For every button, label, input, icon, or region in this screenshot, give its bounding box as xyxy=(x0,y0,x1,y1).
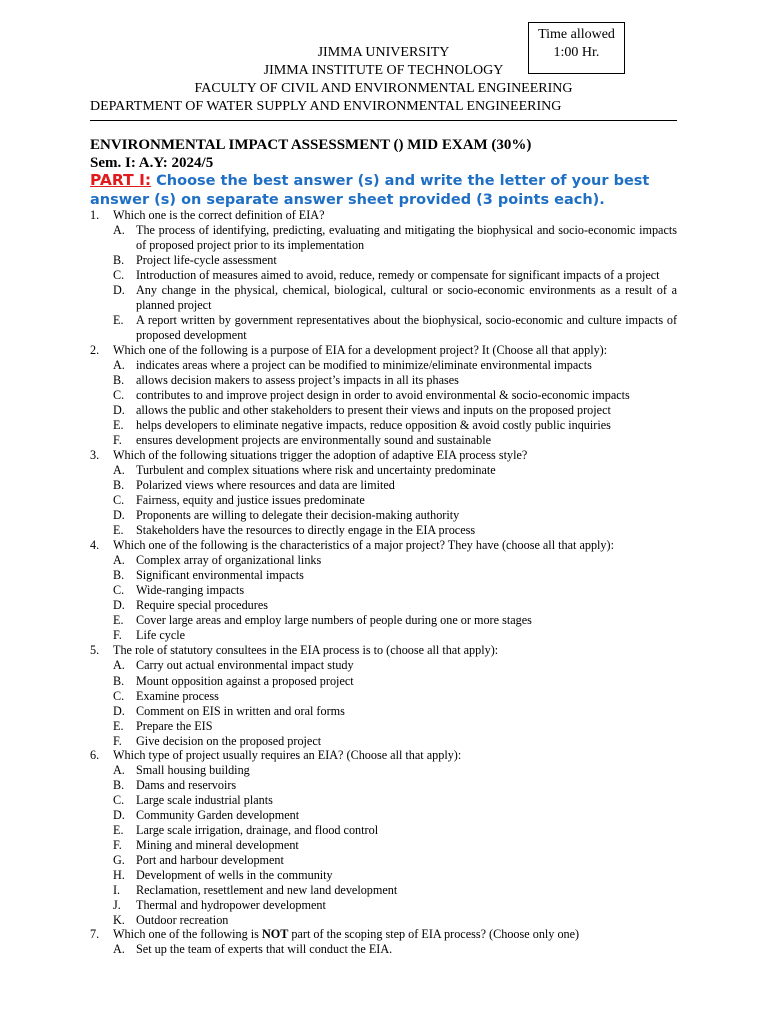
option-text: helps developers to eliminate negative impacts, reduce opposition & avoid costly public inquiries xyxy=(136,418,611,432)
option-item xyxy=(0,883,768,898)
option-letter: C. xyxy=(113,493,125,507)
option-letter: E. xyxy=(113,719,124,733)
option-text: The process of identifying, predicting, evaluating and mitigating the biophysical and socio-economic impacts of proposed project prior to its implementation xyxy=(136,223,677,252)
option-item xyxy=(0,478,768,493)
option-text: Port and harbour development xyxy=(136,853,284,867)
option-item xyxy=(0,358,768,373)
option-text: Reclamation, resettlement and new land development xyxy=(136,883,398,897)
option-text: Require special procedures xyxy=(136,598,268,612)
option-letter: B. xyxy=(113,478,125,492)
option-letter: E. xyxy=(113,823,124,837)
option-text: Community Garden development xyxy=(136,808,300,822)
option-text: Thermal and hydropower development xyxy=(136,898,326,912)
option-text: Cover large areas and employ large numbers of people during one or more stages xyxy=(136,613,532,627)
option-text: Mount opposition against a proposed project xyxy=(136,674,354,688)
option-item xyxy=(0,403,768,418)
option-letter: J. xyxy=(113,898,121,912)
semester-line: Sem. I: A.Y: 2024/5 xyxy=(90,155,214,171)
question-4-options xyxy=(0,553,768,643)
part-instruction xyxy=(90,171,685,210)
option-item xyxy=(0,734,768,749)
option-item xyxy=(0,433,768,448)
option-letter: B. xyxy=(113,674,125,688)
faculty-name: FACULTY OF CIVIL AND ENVIRONMENTAL ENGINEERING xyxy=(194,81,573,96)
option-letter: A. xyxy=(113,223,125,237)
question-3-options xyxy=(0,463,768,538)
option-item xyxy=(0,418,768,433)
time-allowed-value: 1:00 Hr. xyxy=(553,45,600,60)
option-item xyxy=(0,719,768,734)
question-text: The role of statutory consultees in the EIA process is to (choose all that apply): xyxy=(113,643,499,657)
option-text: Mining and mineral development xyxy=(136,838,299,852)
part-label: PART I: xyxy=(90,171,152,189)
option-letter: C. xyxy=(113,689,125,703)
option-letter: D. xyxy=(113,508,125,522)
institute-name: JIMMA INSTITUTE OF TECHNOLOGY xyxy=(263,63,504,78)
option-item xyxy=(0,853,768,868)
question-6-options xyxy=(0,763,768,928)
option-item xyxy=(0,568,768,583)
question-text: Which one of the following is a purpose of EIA for a development project? It (Choose all that apply): xyxy=(113,343,608,357)
option-item xyxy=(0,268,768,283)
option-text: Prepare the EIS xyxy=(136,719,213,733)
question-text: Which of the following situations trigger the adoption of adaptive EIA process style? xyxy=(113,448,528,462)
option-item xyxy=(0,838,768,853)
option-text: Give decision on the proposed project xyxy=(136,734,322,748)
question-number: 4. xyxy=(90,538,100,552)
option-text: Any change in the physical, chemical, biological, cultural or socio-economic environments as a result of a planned project xyxy=(136,283,677,312)
option-item xyxy=(0,373,768,388)
option-item xyxy=(0,778,768,793)
option-letter: B. xyxy=(113,253,125,267)
question-number: 7. xyxy=(90,927,100,941)
option-item xyxy=(0,674,768,689)
option-text: Stakeholders have the resources to directly engage in the EIA process xyxy=(136,523,476,537)
option-text: Fairness, equity and justice issues predominate xyxy=(136,493,365,507)
question-number: 2. xyxy=(90,343,100,357)
option-letter: D. xyxy=(113,704,125,718)
question-text-part: Which one of the following is xyxy=(113,927,262,941)
option-text: contributes to and improve project design in order to avoid environmental & socio-economic impacts xyxy=(136,388,630,402)
option-letter: F. xyxy=(113,734,122,748)
question-number: 5. xyxy=(90,643,100,657)
option-letter: F. xyxy=(113,433,122,447)
option-letter: A. xyxy=(113,358,125,372)
question-2-options xyxy=(0,358,768,448)
option-item xyxy=(0,913,768,928)
option-text: Life cycle xyxy=(136,628,186,642)
option-text: Complex array of organizational links xyxy=(136,553,322,567)
option-item xyxy=(0,658,768,673)
option-item xyxy=(0,898,768,913)
option-text: Proponents are willing to delegate their decision-making authority xyxy=(136,508,460,522)
question-text-emphasis: NOT xyxy=(261,927,289,941)
option-letter: G. xyxy=(113,853,125,867)
option-text: Large scale industrial plants xyxy=(136,793,273,807)
option-text: Significant environmental impacts xyxy=(136,568,304,582)
option-text: Examine process xyxy=(136,689,219,703)
option-item xyxy=(0,463,768,478)
option-letter: F. xyxy=(113,628,122,642)
option-item xyxy=(0,223,768,253)
question-text-part: part of the scoping step of EIA process? (Choose only one) xyxy=(288,927,580,941)
question-number: 6. xyxy=(90,748,100,762)
question-text: Which one is the correct definition of EIA? xyxy=(113,208,325,222)
option-letter: B. xyxy=(113,373,125,387)
option-item xyxy=(0,253,768,268)
option-item xyxy=(0,313,768,343)
option-item xyxy=(0,704,768,719)
option-text: Small housing building xyxy=(136,763,250,777)
option-letter: E. xyxy=(113,313,124,327)
option-letter: D. xyxy=(113,598,125,612)
option-letter: C. xyxy=(113,268,125,282)
option-text: Dams and reservoirs xyxy=(136,778,237,792)
option-text: A report written by government representatives about the biophysical, socio-economic and culture impacts of proposed development xyxy=(136,313,677,342)
option-text: Project life-cycle assessment xyxy=(136,253,277,267)
option-text: ensures development projects are environmentally sound and sustainable xyxy=(136,433,492,447)
option-letter: C. xyxy=(113,583,125,597)
question-text xyxy=(113,927,677,942)
question-7-options xyxy=(0,942,768,957)
option-letter: K. xyxy=(113,913,125,927)
option-letter: D. xyxy=(113,403,125,417)
time-allowed-label: Time allowed xyxy=(538,27,615,42)
option-text: Carry out actual environmental impact study xyxy=(136,658,354,672)
option-text: Polarized views where resources and data are limited xyxy=(136,478,395,492)
department-name: DEPARTMENT OF WATER SUPPLY AND ENVIRONMENTAL ENGINEERING xyxy=(90,99,562,114)
question-text: Which one of the following is the characteristics of a major project? They have (choose all that apply): xyxy=(113,538,614,552)
question-1-options xyxy=(0,223,768,343)
option-letter: B. xyxy=(113,778,125,792)
option-letter: E. xyxy=(113,523,124,537)
option-letter: C. xyxy=(113,793,125,807)
part-instruction-text: Choose the best answer (s) and write the letter of your best answer (s) on separate answer sheet provided (3 points each). xyxy=(90,173,650,208)
option-text: Set up the team of experts that will conduct the EIA. xyxy=(136,942,393,956)
option-text: allows decision makers to assess project’s impacts in all its phases xyxy=(136,373,459,387)
option-letter: B. xyxy=(113,568,125,582)
option-text: Large scale irrigation, drainage, and flood control xyxy=(136,823,379,837)
option-item xyxy=(0,868,768,883)
option-text: Outdoor recreation xyxy=(136,913,229,927)
option-letter: I. xyxy=(113,883,121,897)
option-text: indicates areas where a project can be modified to minimize/eliminate environmental impacts xyxy=(136,358,592,372)
option-item xyxy=(0,628,768,643)
option-item xyxy=(0,942,768,957)
option-item xyxy=(0,583,768,598)
question-number: 1. xyxy=(90,208,100,222)
option-text: Development of wells in the community xyxy=(136,868,333,882)
option-text: allows the public and other stakeholders to present their views and inputs on the proposed project xyxy=(136,403,611,417)
university-name: JIMMA UNIVERSITY xyxy=(317,45,450,60)
option-letter: A. xyxy=(113,463,125,477)
option-letter: C. xyxy=(113,388,125,402)
option-item xyxy=(0,523,768,538)
option-letter: A. xyxy=(113,763,125,777)
option-item xyxy=(0,553,768,568)
option-item xyxy=(0,763,768,778)
option-item xyxy=(0,508,768,523)
option-letter: E. xyxy=(113,613,124,627)
option-item xyxy=(0,689,768,704)
exam-title: ENVIRONMENTAL IMPACT ASSESSMENT () MID EXAM (30%) xyxy=(90,137,532,153)
option-letter: F. xyxy=(113,838,122,852)
option-item xyxy=(0,388,768,403)
option-text: Introduction of measures aimed to avoid, reduce, remedy or compensate for significant impacts of a project xyxy=(136,268,660,282)
option-item xyxy=(0,793,768,808)
option-item xyxy=(0,493,768,508)
option-letter: A. xyxy=(113,553,125,567)
option-letter: A. xyxy=(113,658,125,672)
option-letter: E. xyxy=(113,418,124,432)
question-text: Which type of project usually requires an EIA? (Choose all that apply): xyxy=(113,748,462,762)
exam-header xyxy=(90,44,677,116)
question-number: 3. xyxy=(90,448,100,462)
option-text: Turbulent and complex situations where risk and uncertainty predominate xyxy=(136,463,496,477)
option-item xyxy=(0,283,768,313)
option-item xyxy=(0,808,768,823)
option-letter: D. xyxy=(113,808,125,822)
option-item xyxy=(0,613,768,628)
header-divider xyxy=(90,120,677,121)
option-text: Wide-ranging impacts xyxy=(136,583,245,597)
option-text: Comment on EIS in written and oral forms xyxy=(136,704,345,718)
option-letter: A. xyxy=(113,942,125,956)
option-letter: H. xyxy=(113,868,125,882)
option-item xyxy=(0,598,768,613)
option-item xyxy=(0,823,768,838)
option-letter: D. xyxy=(113,283,125,297)
question-5-options xyxy=(0,658,768,749)
